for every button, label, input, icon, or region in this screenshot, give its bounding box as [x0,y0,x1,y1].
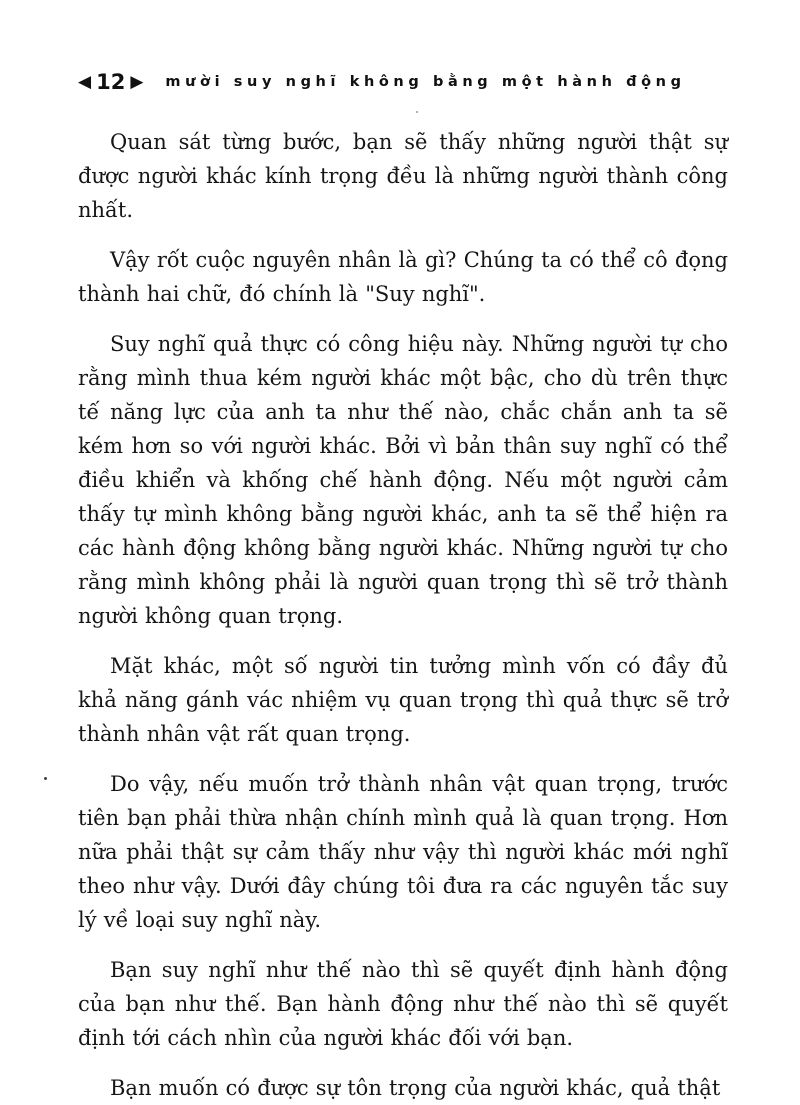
page-number: 12 [96,70,126,94]
paragraph-2: Vậy rốt cuộc nguyên nhân là gì? Chúng ta có thể cô đọng thành hai chữ, đó chính là "Suy nghĩ". [78,248,728,306]
page-header [78,62,728,102]
scan-speck [416,111,418,113]
right-arrow-icon: ▶ [130,71,144,92]
paragraph-4: Mặt khác, một số người tin tưởng mình vốn có đầy đủ khả năng gánh vác nhiệm vụ quan trọng thì quả thực sẽ trở thành nhân vật rất quan trọng. [78,654,728,746]
paragraph-3: Suy nghĩ quả thực có công hiệu này. Những người tự cho rằng mình thua kém người khác một bậc, cho dù trên thực tế năng lực của anh ta như thế nào, chắc chắn anh ta sẽ kém hơn so với người khác. Bởi vì bản thân suy nghĩ có thể điều khiển và khống chế hành động. Nếu một người cảm thấy tự mình không bằng người khác, anh ta sẽ thể hiện ra các hành động không bằng người khác. Những người tự cho rằng mình không phải là người quan trọng thì sẽ trở thành người không quan trọng. [78,332,728,628]
paragraph-5: Do vậy, nếu muốn trở thành nhân vật quan trọng, trước tiên bạn phải thừa nhận chính mình quả là quan trọng. Hơn nữa phải thật sự cảm thấy như vậy thì người khác mới nghĩ theo như vậy. Dưới đây chúng tôi đưa ra các nguyên tắc suy lý về loại suy nghĩ này. [78,772,728,932]
left-arrow-icon: ◀ [78,71,92,92]
running-title: mười suy nghĩ không bằng một hành động [165,74,686,90]
paragraph-7: Bạn muốn có được sự tôn trọng của người khác, quả thật [110,1076,721,1100]
scan-speck [44,777,47,780]
body-text [78,125,728,1105]
paragraph-6: Bạn suy nghĩ như thế nào thì sẽ quyết định hành động của bạn như thế. Bạn hành động như thế nào thì sẽ quyết định tới cách nhìn của người khác đối với bạn. [78,958,728,1050]
paragraph-1: Quan sát từng bước, bạn sẽ thấy những người thật sự được người khác kính trọng đều là những người thành công nhất. [78,130,728,222]
